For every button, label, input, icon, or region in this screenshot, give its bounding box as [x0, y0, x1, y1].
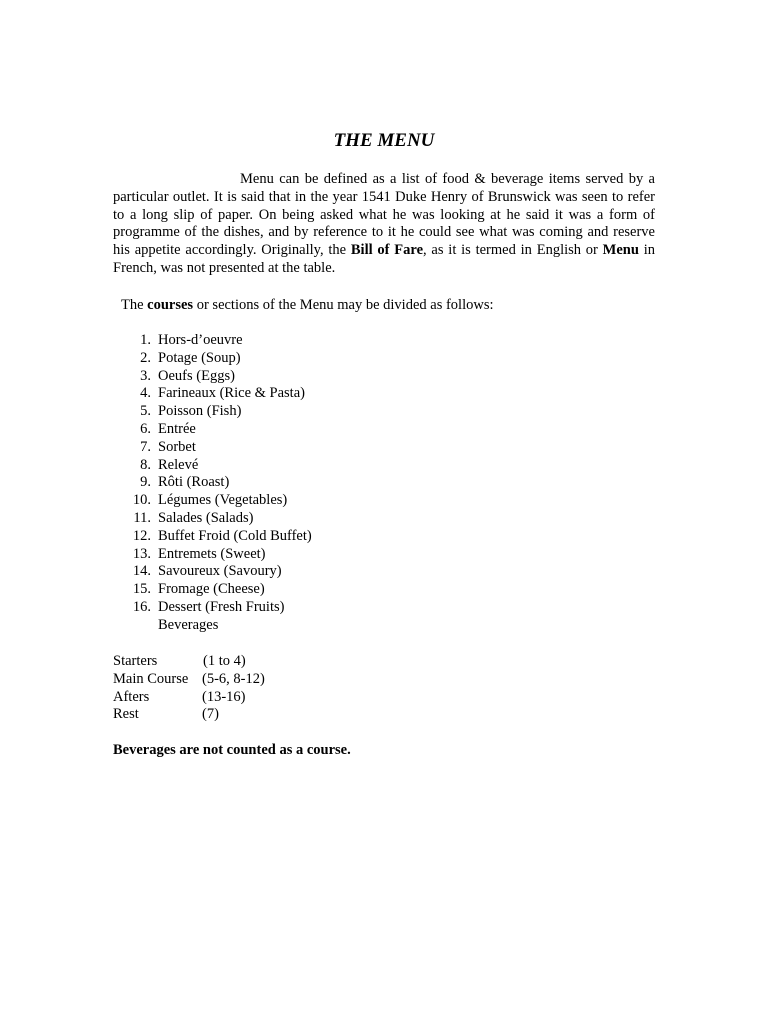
list-item-number: 15.: [132, 581, 151, 598]
group-range: (1 to 4): [203, 653, 246, 669]
courses-term: courses: [147, 297, 194, 313]
list-item-number: 14.: [132, 563, 151, 580]
list-item-text: Potage (Soup): [158, 349, 241, 366]
list-item-text: Sorbet: [158, 438, 196, 455]
list-item-number: 13.: [132, 545, 151, 562]
group-range: (5-6, 8-12): [202, 670, 265, 687]
list-item-text: Rôti (Roast): [158, 474, 230, 491]
group-range: (13-16): [202, 688, 246, 705]
list-item-text: Entrée: [158, 420, 196, 437]
list-item-number: 12.: [132, 527, 151, 544]
list-item-number: 9.: [140, 474, 151, 491]
list-item-text: Hors-d’oeuvre: [158, 332, 243, 348]
group-name: Starters: [113, 653, 158, 669]
list-item-number: 1.: [140, 332, 151, 348]
list-item-number: 3.: [140, 367, 151, 384]
group-range: (7): [202, 706, 219, 723]
list-item-number: 7.: [140, 438, 151, 455]
beverages-note: Beverages are not counted as a course.: [113, 742, 351, 758]
list-item-text: Relevé: [158, 456, 199, 473]
bill-of-fare-term: Bill of Fare: [350, 242, 424, 259]
list-item-number: 5.: [140, 403, 151, 420]
list-item-text: Savoureux (Savoury): [158, 563, 282, 580]
list-item-number: 10.: [132, 492, 151, 509]
list-item-text: Oeufs (Eggs): [158, 367, 235, 384]
courses-intro-before: The: [121, 297, 148, 313]
list-item-text: Légumes (Vegetables): [158, 492, 288, 509]
courses-intro-after: or sections of the Menu may be divided as follows:: [193, 297, 494, 313]
list-item-number: 8.: [140, 456, 151, 473]
list-item-text: Entremets (Sweet): [158, 545, 266, 562]
intro-text-2: , as it is termed in English or: [423, 242, 603, 259]
intro-text-3: in French, was not presented at the table.: [113, 242, 655, 276]
list-item-text: Poisson (Fish): [158, 403, 242, 420]
list-item-text: Fromage (Cheese): [158, 581, 265, 598]
list-item-text: Beverages: [158, 616, 219, 633]
page-title: THE MENU: [333, 130, 435, 151]
list-item-number: 16.: [132, 598, 151, 615]
list-item-number: 4.: [140, 385, 151, 402]
intro-text-1: Menu can be defined as a list of food & beverage items served by a particular outlet. It is said that in the year 1541 Duke Henry of Brunswick was seen to refer to a long slip of paper. On being asked what he was looking at he said it was a form of programme of the dishes, and by reference to it he could see what was coming and reserve his appetite accordingly. Originally, the: [113, 171, 655, 259]
list-item-text: Salades (Salads): [158, 509, 254, 526]
list-item-number: 2.: [140, 349, 151, 366]
list-item-number: 11.: [133, 509, 151, 526]
courses-intro-line: [121, 296, 494, 314]
group-name: Rest: [113, 706, 139, 723]
list-item-number: 6.: [140, 420, 151, 437]
list-item-text: Farineaux (Rice & Pasta): [158, 385, 305, 402]
menu-term: Menu: [602, 242, 639, 259]
group-name: Afters: [113, 688, 150, 705]
group-name: Main Course: [113, 670, 189, 687]
list-item-text: Buffet Froid (Cold Buffet): [158, 527, 312, 544]
intro-paragraph: [113, 171, 655, 278]
list-item-text: Dessert (Fresh Fruits): [158, 598, 285, 615]
